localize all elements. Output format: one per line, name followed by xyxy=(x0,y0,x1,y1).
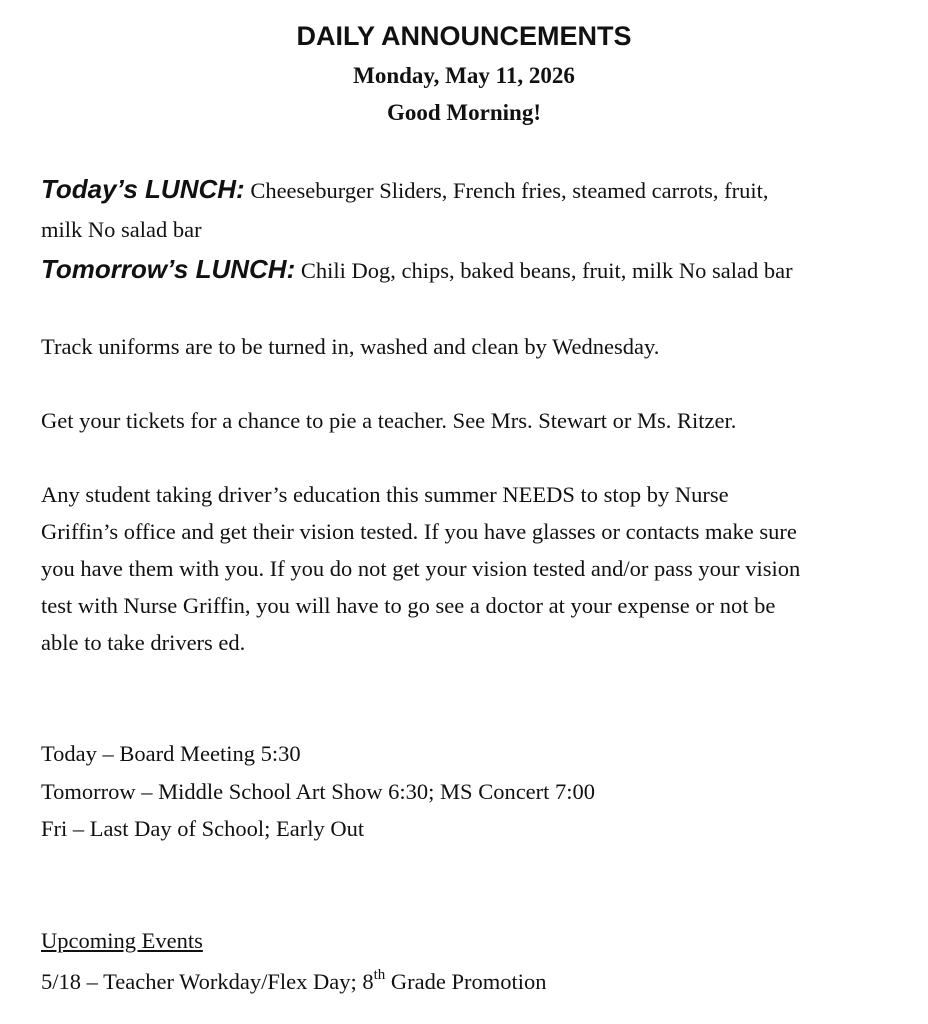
today-lunch-menu: Cheeseburger Sliders, French fries, steamed carrots, fruit, xyxy=(244,178,769,203)
announcement-date: Monday, May 11, 2026 xyxy=(353,63,575,88)
ordinal-suffix: th xyxy=(373,966,386,983)
upcoming-event-text: 5/18 – Teacher Workday/Flex Day; 8 xyxy=(41,969,374,994)
tomorrow-lunch-label: Tomorrow’s LUNCH: xyxy=(41,254,296,284)
upcoming-event-item xyxy=(41,963,901,1000)
drivers-ed-line: Griffin’s office and get their vision tested. If you have glasses or contacts make sure xyxy=(41,519,797,544)
today-lunch-label: Today’s LUNCH: xyxy=(41,174,245,204)
today-lunch xyxy=(41,171,901,209)
greeting: Good Morning! xyxy=(387,100,541,125)
upcoming-events-heading: Upcoming Events xyxy=(41,928,203,953)
drivers-ed-line: Any student taking driver’s education this summer NEEDS to stop by Nurse xyxy=(41,482,729,507)
drivers-ed-line: able to take drivers ed. xyxy=(41,630,246,655)
announcement-pie-teacher: Get your tickets for a chance to pie a teacher. See Mrs. Stewart or Ms. Ritzer. xyxy=(41,408,737,433)
drivers-ed-line: you have them with you. If you do not get your vision tested and/or pass your vision xyxy=(41,556,801,581)
schedule-item: Today – Board Meeting 5:30 xyxy=(41,741,301,766)
page-title: DAILY ANNOUNCEMENTS xyxy=(296,21,632,51)
drivers-ed-line: test with Nurse Griffin, you will have to go see a doctor at your expense or not be xyxy=(41,593,776,618)
schedule-item: Fri – Last Day of School; Early Out xyxy=(41,816,365,841)
schedule-item: Tomorrow – Middle School Art Show 6:30; MS Concert 7:00 xyxy=(41,779,596,804)
today-lunch-menu-continued: milk No salad bar xyxy=(41,217,202,242)
announcement-track-uniforms: Track uniforms are to be turned in, washed and clean by Wednesday. xyxy=(41,334,660,359)
tomorrow-lunch-menu: Chili Dog, chips, baked beans, fruit, milk No salad bar xyxy=(295,258,793,283)
upcoming-event-text-end: Grade Promotion xyxy=(385,969,547,994)
tomorrow-lunch xyxy=(41,251,901,289)
